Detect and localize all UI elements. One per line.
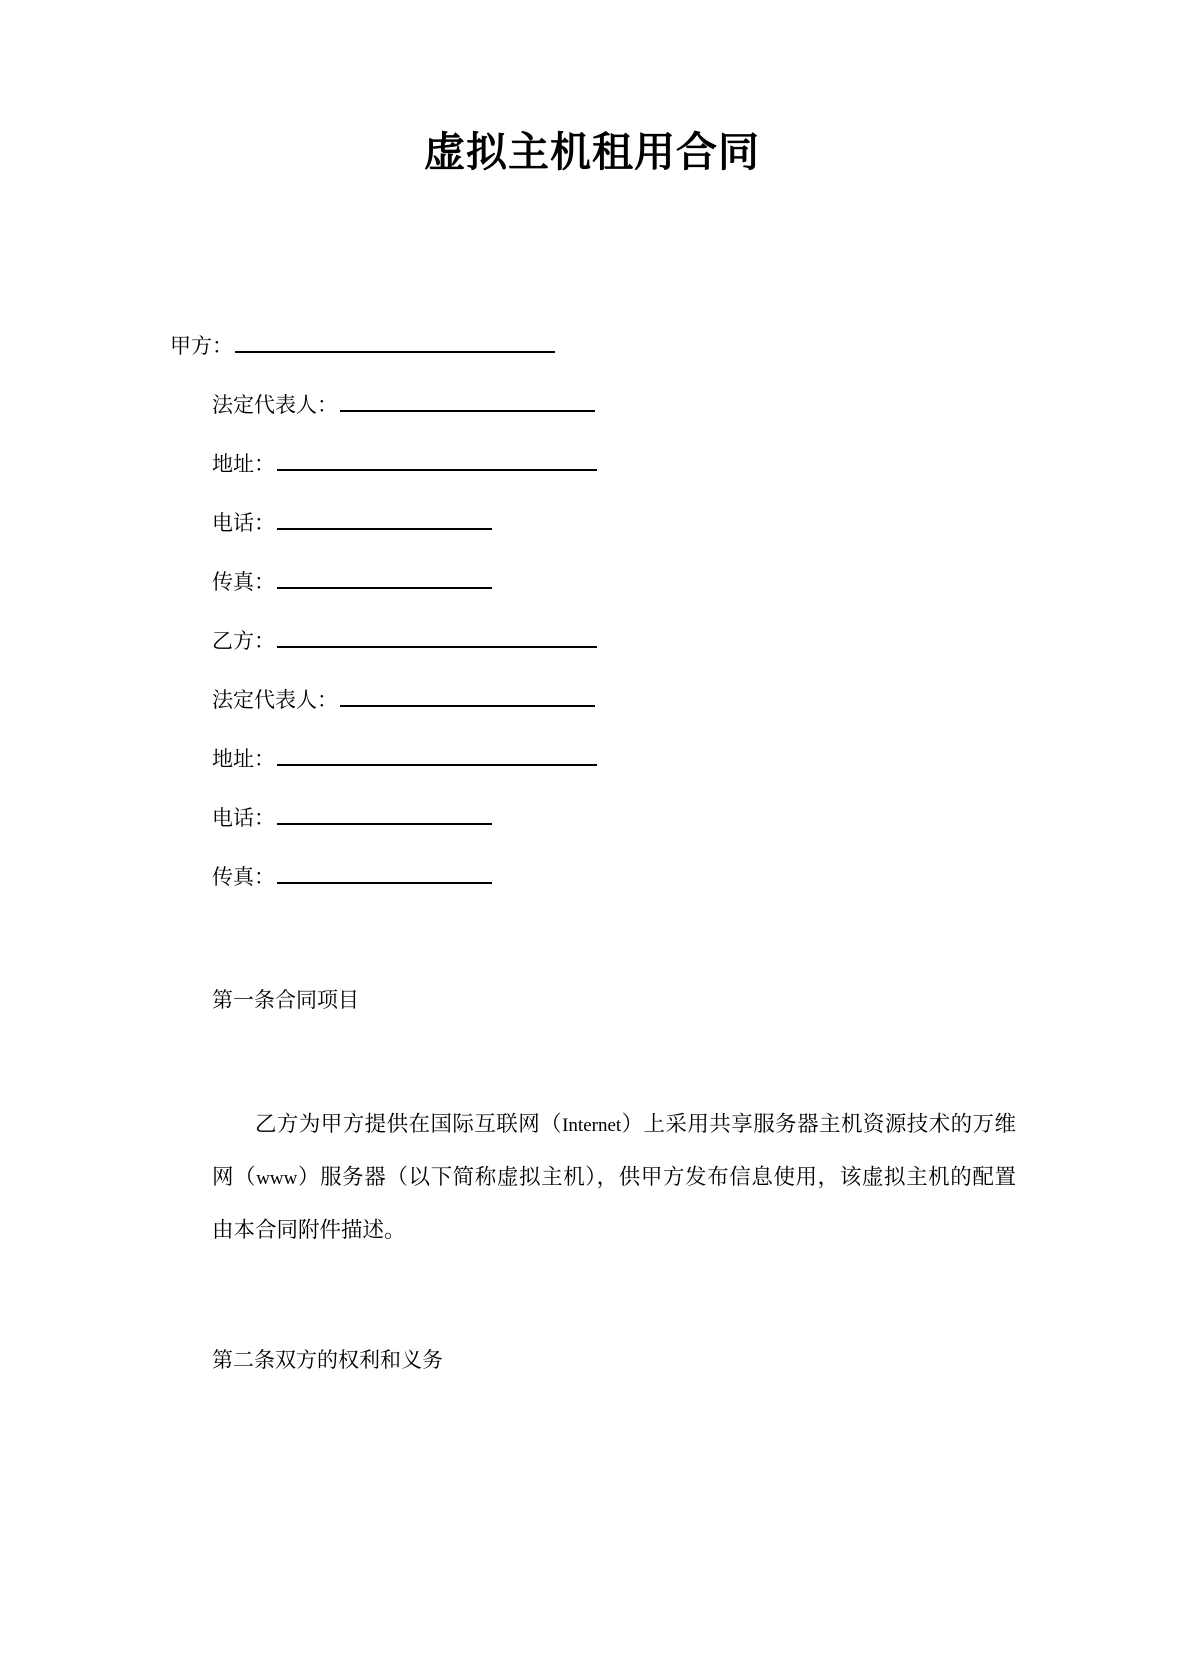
field-blank-fax-b[interactable] — [277, 864, 492, 884]
field-row-phone-b — [170, 805, 1184, 829]
field-label-phone-b: 电话： — [212, 807, 275, 831]
field-row-fax-a — [170, 569, 1184, 593]
field-label-address-b: 地址： — [212, 748, 275, 772]
page-title: 虚拟主机租用合同 — [424, 129, 760, 175]
field-label-fax-a: 传真： — [212, 571, 275, 595]
field-blank-address-a[interactable] — [277, 451, 597, 471]
field-label-fax-b: 传真： — [212, 866, 275, 890]
clause-one-internet-term: Internet — [562, 1115, 622, 1137]
clause-one-text-part3: ）服务器（以下简称虚拟主机），供甲方发布信息使用，该虚拟主机的配置由本合同附件描述。 — [212, 1164, 1016, 1242]
field-blank-address-b[interactable] — [277, 746, 597, 766]
party-information-block — [0, 333, 1184, 888]
field-label-party-b: 乙方： — [212, 630, 275, 654]
field-row-party-b — [170, 628, 1184, 652]
clause-one-text-part1: 乙方为甲方提供在国际互联网（ — [255, 1112, 563, 1137]
clause-one-www-term: www — [256, 1167, 298, 1189]
field-row-fax-b — [170, 864, 1184, 888]
field-blank-legal-rep-b[interactable] — [340, 687, 595, 707]
field-blank-legal-rep-a[interactable] — [340, 392, 595, 412]
clause-two-heading: 第二条双方的权利和义务 — [212, 1349, 443, 1373]
field-row-legal-rep-b — [170, 687, 1184, 711]
field-row-party-a — [170, 333, 1184, 357]
field-label-party-a: 甲方： — [170, 335, 233, 359]
field-row-phone-a — [170, 510, 1184, 534]
field-row-address-b — [170, 746, 1184, 770]
clause-one-text-part2: ）上采用共享服务器主机资源技术的万维网（ — [212, 1112, 1016, 1189]
field-row-legal-rep-a — [170, 392, 1184, 416]
field-blank-phone-a[interactable] — [277, 510, 492, 530]
clause-one-body — [0, 1098, 1184, 1256]
field-label-address-a: 地址： — [212, 453, 275, 477]
field-blank-fax-a[interactable] — [277, 569, 492, 589]
field-blank-party-b[interactable] — [277, 628, 597, 648]
field-label-legal-rep-a: 法定代表人： — [212, 394, 338, 418]
field-row-address-a — [170, 451, 1184, 475]
field-label-phone-a: 电话： — [212, 512, 275, 536]
field-label-legal-rep-b: 法定代表人： — [212, 689, 338, 713]
field-blank-phone-b[interactable] — [277, 805, 492, 825]
clause-one-heading: 第一条合同项目 — [212, 989, 359, 1013]
field-blank-party-a[interactable] — [235, 333, 555, 353]
